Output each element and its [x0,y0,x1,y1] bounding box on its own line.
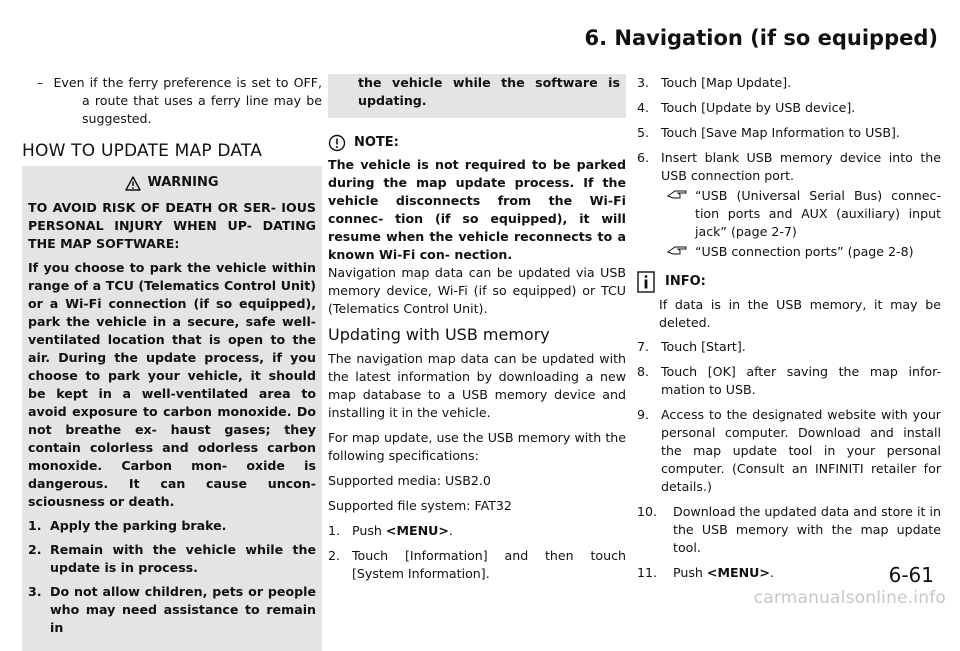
page-reference[interactable] [661,243,941,261]
spec-file-system: Supported file system: FAT32 [328,498,512,513]
warning-step-text: Do not allow children, pets or people who may need assistance to remain in [50,584,316,635]
step-number: 3. [637,75,650,90]
step-number: 1. [328,523,341,538]
page-reference[interactable] [661,187,941,241]
step-text: Touch [Update by USB device]. [661,100,856,115]
spec-media: Supported media: USB2.0 [328,473,491,488]
menu-key: <MENU> [706,565,770,580]
warning-step [28,517,316,535]
step-number: 6. [637,150,650,165]
note-title-row [328,134,626,152]
warning-continued: the vehicle while the software is updating. [328,74,626,118]
step-text: Touch [Information] and then touch [System Information]. [352,548,626,581]
step-number: 7. [637,339,650,354]
chapter-title: 6. Navigation (if so equipped) [584,26,938,50]
paragraph: The navigation map data can be updated with the latest information by downloading a new map database to a USB memory device and installing it in the vehicle. [328,351,626,420]
pointing-hand-icon [661,243,695,261]
bullet-dash: – [37,75,44,90]
step-text: Touch [Save Map Information to USB]. [661,125,900,140]
warning-title-row [28,174,316,192]
warning-title: WARNING [147,175,219,190]
step-item [328,522,626,540]
step-text: Push <MENU>. [673,565,774,580]
step-number: 5. [637,125,650,140]
column-3 [637,74,941,589]
step-item [637,99,941,117]
reference-text: “USB (Universal Serial Bus) connec- tion ports and AUX (auxiliary) input jack” (page 2-7) [695,188,941,239]
warning-step [28,583,316,637]
step-item [637,338,941,356]
step-number: 9. [637,407,650,422]
info-icon [637,271,655,293]
reference-text: “USB connection ports” (page 2-8) [695,244,914,259]
warning-step-number: 3. [28,584,42,599]
step-number: 11. [637,565,658,580]
info-text: If data is in the USB memory, it may be deleted. [659,297,941,330]
step-item [637,363,941,399]
warning-step-number: 2. [28,542,42,557]
step-item [637,124,941,142]
section-heading: HOW TO UPDATE MAP DATA [22,141,263,161]
note-text: Navigation map data can be updated via USB memory device, Wi-Fi (if so equipped) or TCU (Telematics Control Unit). [328,265,626,316]
step-number: 2. [328,548,341,563]
step-text: Access to the designated website with your personal computer. Download and install the map update tool in your personal computer. (Consult an INFINITI retailer for details.) [661,407,941,494]
step-text: Insert blank USB memory device into the USB connection port. [661,150,941,183]
ferry-bullet [22,74,322,128]
page-number: 6-61 [888,563,934,587]
note-title: NOTE: [354,135,399,150]
column-1 [22,74,322,651]
step-item [637,74,941,92]
step-text: Push <MENU>. [352,523,453,538]
step-number: 4. [637,100,650,115]
step-number: 8. [637,364,650,379]
watermark: carmanualsonline.info [753,588,946,608]
step-text: Touch [Map Update]. [661,75,792,90]
warning-step-number: 1. [28,518,42,533]
step-text: Touch [OK] after saving the map infor- mation to USB. [661,364,941,397]
step-body [661,149,941,261]
step-item [637,149,941,261]
warning-step [28,541,316,577]
step-item [328,547,626,583]
warning-box [22,166,322,651]
paragraph: For map update, use the USB memory with the following specifications: [328,430,626,463]
menu-key: <MENU> [385,523,449,538]
note-bold-text: The vehicle is not required to be parked during the map update process. If the vehicle disconnects from the Wi-Fi connec- tion (if so equipped), it will resume when the vehicle reconnects to a known Wi-Fi con- nection. [328,157,626,262]
note-icon [328,134,346,152]
step-text: Touch [Start]. [661,339,746,354]
subsection-heading: Updating with USB memory [328,325,550,344]
bullet-text: Even if the ferry preference is set to OFF, a route that uses a ferry line may be suggested. [53,75,322,126]
warning-body: If you choose to park the vehicle within range of a TCU (Telematics Control Unit) or a Wi-Fi connection (if so equipped), park the vehicle in a secure, safe well- ventilated location that is open to the air. During the update process, if you choose to park your vehicle, it should be kept in a well-ventilated area to avoid exposure to carbon monoxide. Do not breathe ex- haust gases; they contain colorless and odorless carbon monoxide. Carbon mon- oxide is dangerous. It can cause uncon- sciousness or death. [28,260,316,509]
info-title: INFO: [665,274,706,289]
warning-step-text: Remain with the vehicle while the update is in process. [50,542,316,575]
step-item [637,406,941,496]
warning-caps-text: TO AVOID RISK OF DEATH OR SER- IOUS PERSONAL INJURY WHEN UP- DATING THE MAP SOFTWARE: [28,200,316,251]
step-number: 10. [637,504,658,519]
pointing-hand-icon [661,187,695,241]
step-item [637,503,941,557]
info-title-row [637,271,941,293]
step-text: Download the updated data and store it in the USB memory with the map update tool. [673,504,941,555]
warning-triangle-icon [125,176,141,191]
column-2 [328,74,626,590]
warning-step-text: Apply the parking brake. [50,518,227,533]
